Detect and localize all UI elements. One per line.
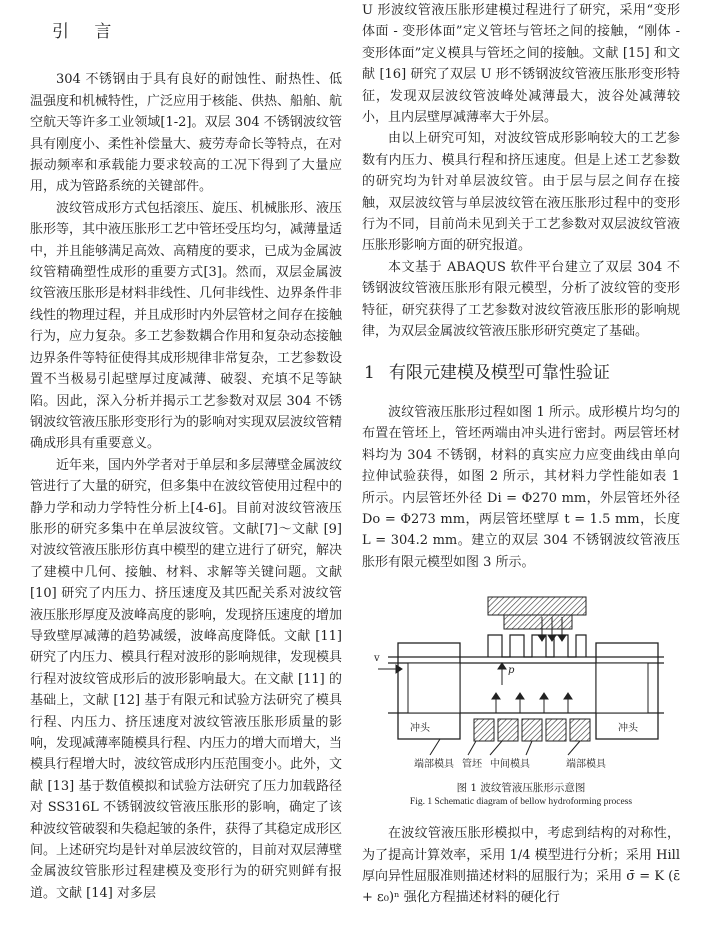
right-punch-label: 冲头 <box>618 723 638 735</box>
left-punch-label: 冲头 <box>410 723 430 735</box>
top-die-upper-block <box>488 597 586 615</box>
bottom-pressure-arrows <box>492 693 572 713</box>
intro-heading: 引 言 <box>52 22 122 42</box>
modeling-paragraph: 在波纹管液压胀形模拟中，考虑到结构的对称性，为了提高计算效率，采用 1/4 模型进行分析；采用 Hill 厚向异性屈服准则描述材料的屈服行为；采用 σ̄ = K (ε̄ + ε₀)ⁿ 强化方程描述材料的硬化行 <box>362 826 680 906</box>
punch-velocity-arrow <box>378 665 402 673</box>
left-punch-inner <box>408 663 460 713</box>
section-heading <box>364 363 680 384</box>
velocity-label: v <box>374 653 380 665</box>
tube-label: 管坯 <box>462 759 482 771</box>
end-die-right-label: 端部模具 <box>566 759 606 771</box>
end-die-label: 端部模具 <box>414 759 454 771</box>
bellow-top-profile <box>488 635 586 657</box>
intro-paragraph-1: 304 不锈钢由于具有良好的耐蚀性、耐热性、低温强度和机械特性，广泛应用于核能、供热、船舶、航空航天等许多工业领域[1-2]。双层 304 不锈钢波纹管具有刚度小、柔性补偿量大、疲劳寿命长等特点，在对振动频率和承载能力要求较高的工况下得到了大量应用，成为管路系统的关键部件。 <box>30 72 343 195</box>
aim-paragraph: 本文基于 ABAQUS 软件平台建立了双层 304 不锈钢波纹管液压胀形有限元模型，分析了波纹管的变形特征，研究获得了工艺参数对波纹管液压胀形的影响规律，为双层金属波纹管液压胀形研究奠定了基础。 <box>362 259 680 340</box>
section-title: 有限元建模及模型可靠性验证 <box>388 362 610 383</box>
internal-pressure-arrow <box>498 663 506 685</box>
section-number: 1 <box>364 362 375 383</box>
intro-paragraph-2: 波纹管成形方式包括滚压、旋压、机械胀形、液压胀形等，其中液压胀形工艺中管坯受压均匀，减薄量适中，并且能够满足高效、高精度的要求，已成为金属波纹管精确塑性成形的重要方式[3]。然而，双层金属波纹管液压胀形是材料非线性、几何非线性、边界条件非线性的物理过程，并且成形时内外层管材之间存在接触行为，应力复杂。多工艺参数耦合作用和复杂动态接触边界条件等特征使得其成形规律非常复杂，工艺参数设置不当极易引起壁厚过度减薄、破裂、充填不足等缺陷。因此，深入分析并揭示工艺参数对双层 304 不锈钢波纹管液压胀形变形行为的影响对实现双层波纹管精确成形具有重要意义。 <box>30 200 343 452</box>
bottom-dies <box>474 719 590 741</box>
middle-die-label: 中间模具 <box>490 759 530 771</box>
right-punch-inner <box>596 663 648 713</box>
figure-caption-cn: 图 1 波纹管液压胀形示意图 <box>456 782 586 795</box>
literature-paragraph-cont: U 形波纹管液压胀形建模过程进行了研究，采用“变形体面 - 变形体面”定义管坯与管坯之间的接触，“刚体 - 变形体面”定义模具与管坯之间的接触。文献 [15] 和文献 [16] 研究了双层 U 形不锈钢波纹管液压胀形变形特征，发现双层波纹管波峰处减薄最大，波谷处减薄较小，且内层壁厚减薄率大于外层。 <box>362 3 680 126</box>
pressure-label: p <box>508 665 515 677</box>
figure-caption-en: Fig. 1 Schematic diagram of bellow hydroforming process <box>409 797 633 808</box>
top-pressure-arrows <box>538 617 566 641</box>
section-paragraph: 波纹管液压胀形过程如图 1 所示。成形模片均匀的布置在管坯上，管坯两端由冲头进行密封。两层管坯材料均为 304 不锈钢，材料的真实应力应变曲线由单向拉伸试验获得，如图 2 所示，其材料力学性能如表 1 所示。内层管坯外径 Di = Φ270 mm，外层管坯外径 Do = Φ273 mm，两层管坯壁厚 t = 1.5 mm，长度 L = 304.2 mm。建立的双层 304 不锈钢波纹管液压胀形有限元模型如图 3 所示。 <box>362 404 680 570</box>
bellow-hydroforming-diagram <box>370 595 678 777</box>
summary-paragraph: 由以上研究可知，对波纹管成形影响较大的工艺参数有内压力、模具行程和挤压速度。但是上述工艺参数的研究均为针对单层波纹管。由于层与层之间存在接触，双层波纹管与单层波纹管在液压胀形过程中的变形行为不同，目前尚未见到关于工艺参数对双层波纹管液压胀形影响方面的研究报道。 <box>362 131 680 254</box>
figure-1 <box>370 595 678 777</box>
left-column <box>30 0 342 904</box>
right-column <box>362 0 680 909</box>
intro-paragraph-3: 近年来，国内外学者对于单层和多层薄壁金属波纹管进行了大量的研究，但多集中在波纹管使用过程中的静力学和动力学特性分析上[4-6]。目前对波纹管液压胀形的研究多集中在单层波纹管。文献[7]～文献 [9] 对波纹管液压胀形仿真中模型的建立进行了研究，解决了建模中几何、接触、材料、求解等关键问题。文献 [10] 研究了内压力、挤压速度及其匹配关系对波纹管液压胀形厚度及波峰高度的影响，发现挤压速度的增加导致壁厚减薄的趋势减缓，波峰高度降低。文献 [11] 研究了内压力、模具行程对波形的影响规律，发现模具行程对波纹管成形后的波形影响最大。在文献 [11] 的基础上，文献 [12] 基于有限元和试验方法研究了模具行程、内压力、挤压速度对波纹管液压胀形质量的影响，发现减薄率随模具行程、内压力的增大而增大，当模具行程增大时，波纹管成形内压范围变小。此外，文献 [13] 基于数值模拟和试验方法研究了压力加载路径对 SS316L 不锈钢波纹管液压胀形的影响，确定了该种波纹管破裂和失稳起皱的条件，获得了其稳定成形区间。上述研究均是针对单层波纹管的，目前对双层薄壁金属波纹管胀形过程建模及变形行为的研究则鲜有报道。文献 [14] 对多层 <box>30 457 343 901</box>
